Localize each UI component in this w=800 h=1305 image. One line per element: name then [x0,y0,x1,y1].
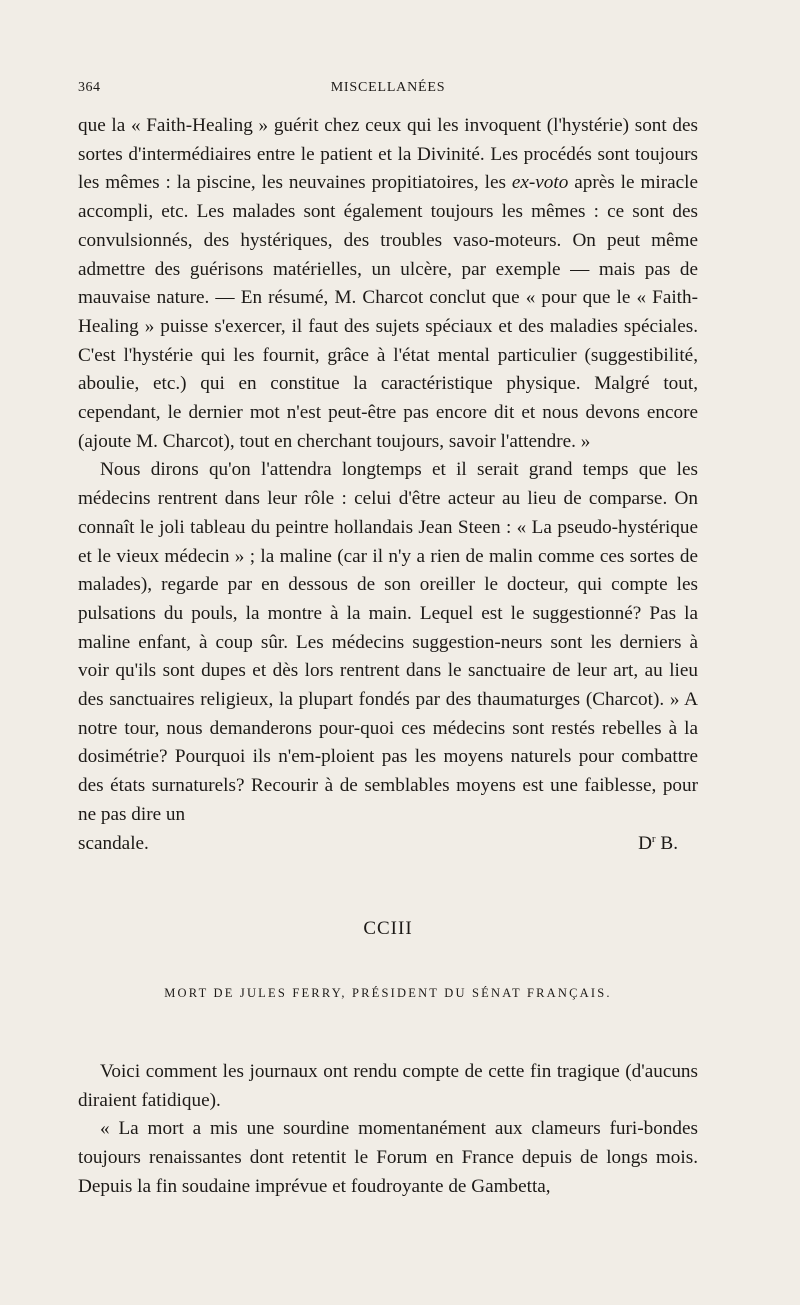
italic-term: ex-voto [511,172,569,194]
signature-superscript: r [651,832,656,845]
paragraph-text-continued: après le miracle accompli, etc. Les malades sont également toujours les mêmes : ce sont des convulsionnés, des hystériques, des troubles vaso-moteurs. On peut même admettre des guérisons matérielles, un ulcère, par exemple — mais pas de mauvaise nature. — En résumé, M. Charcot conclut que « pour que le « Faith-Healing » puisse s'exercer, il faut des sujets spéciaux et des maladies spéciales. C'est l'hystérie qui les fournit, grâce à l'état mental particulier (suggestibilité, aboulie, etc.) qui en constitue la caractéristique physique. Malgré tout, cependant, le dernier mot n'est peut-être pas encore dit et nous devons encore (ajoute M. Charcot), tout en cherchant toujours, savoir l'attendre. » [78,172,698,452]
book-page [78,0,698,1305]
paragraph-text: que la « Faith-Healing » guérit chez ceux qui les invoquent (l'hystérie) sont des sortes d'intermédiaires entre le patient et la Divinité. Les procédés sont toujours les mêmes : la piscine, les neuvaines propitiatoires, les [78,115,698,194]
running-head [78,76,698,98]
section-title: MORT DE JULES FERRY, PRÉSIDENT DU SÉNAT FRANÇAIS. [164,986,612,1000]
text-block-previous-article [78,112,698,858]
running-title: MISCELLANÉES [330,80,446,95]
paragraph: « La mort a mis une sourdine momentanément aux clameurs furi-bondes toujours renaissantes dont retentit le Forum en France depuis de longs mois. Depuis la fin soudaine imprévue et foudroyante de Gambetta, [78,1118,698,1197]
author-signature [638,830,678,859]
signature-end: B. [655,832,678,854]
paragraph: Nous dirons qu'on l'attendra longtemps et il serait grand temps que les médecins rentrent dans leur rôle : celui d'être acteur au lieu de comparse. On connaît le joli tableau du peintre hollandais Jean Steen : « La pseudo-hystérique et le vieux médecin » ; la maline (car il n'y a rien de malin comme ces sortes de malades), regarde par en dessous de son oreiller le docteur, qui compte les pulsations du pouls, la montre à la main. Lequel est le suggestionné? Pas la maline enfant, à coup sûr. Les médecins suggestion-neurs sont les derniers à voir qu'ils sont dupes et dès lors rentrent dans le sanctuaire de leur art, au lieu des sanctuaires religieux, la plupart fondés par des thaumaturges (Charcot). » A notre tour, nous demanderons pour-quoi ces médecins sont restés rebelles à la dosimétrie? Pourquoi ils n'em-ploient pas les moyens naturels pour combattre des états surnaturels? Recourir à de semblables moyens est une faiblesse, pour ne pas dire un [78,459,698,825]
page-number: 364 [78,80,101,95]
closing-word: scandale. [78,832,149,854]
signature-line [78,830,698,859]
paragraph: Voici comment les journaux ont rendu compte de cette fin tragique (d'aucuns diraient fatidique). [78,1061,698,1111]
text-block-new-article [78,1058,698,1202]
section-number: CCIII [363,918,413,939]
paragraph [78,112,698,456]
signature-initial: D [638,832,652,854]
